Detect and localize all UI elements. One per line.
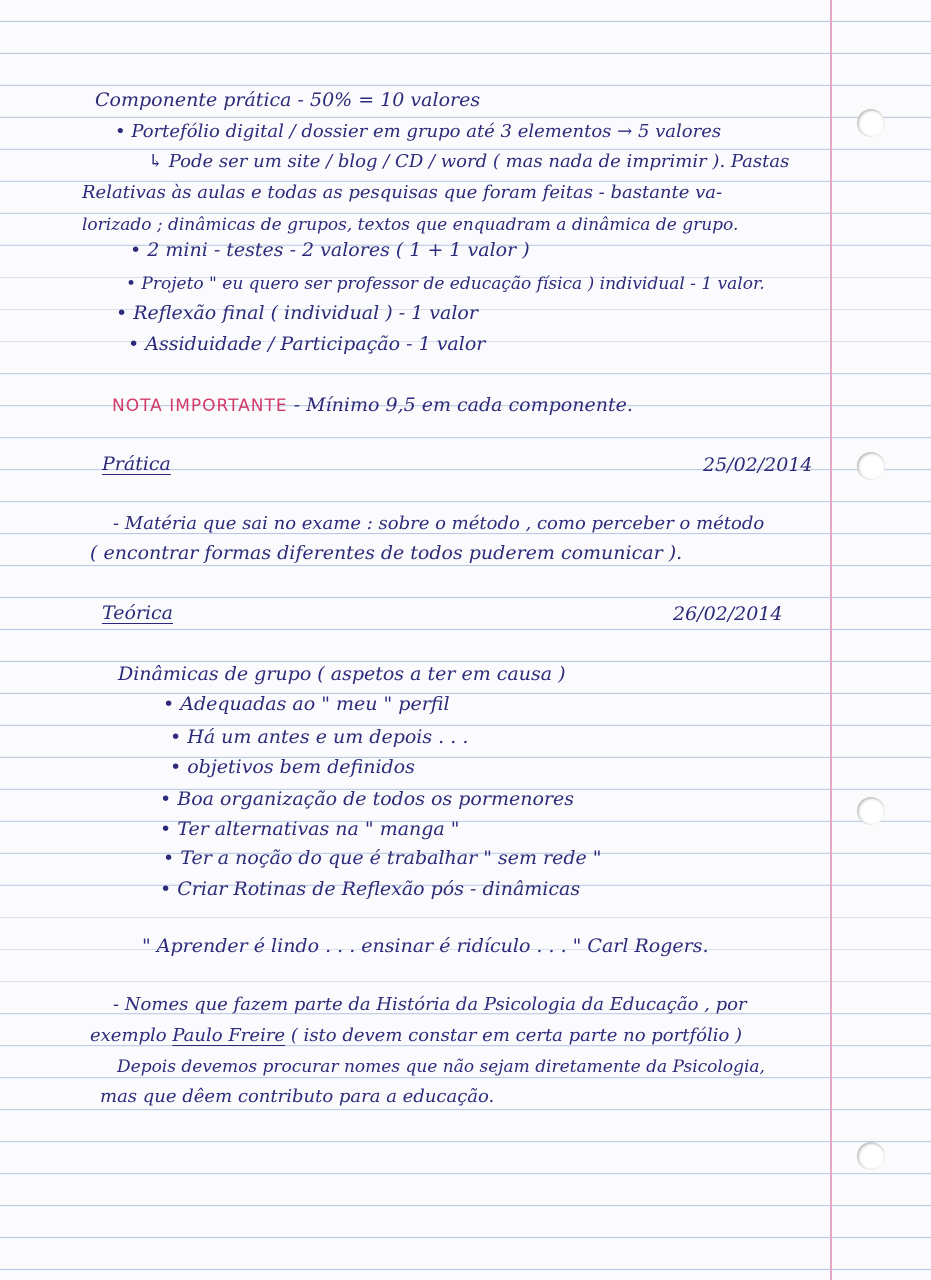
list-item: • Ter alternativas na " manga " bbox=[160, 818, 460, 840]
note-text: exemplo bbox=[90, 1025, 167, 1046]
note-line: - Matéria que sai no exame : sobre o método , como perceber o método bbox=[113, 513, 765, 534]
note-line: • 2 mini - testes - 2 valores ( 1 + 1 valor ) bbox=[130, 239, 530, 261]
note-line: • Projeto " eu quero ser professor de educação física ) individual - 1 valor. bbox=[126, 274, 765, 294]
section-heading-teorica: Teórica bbox=[102, 602, 174, 624]
note-line: Componente prática - 50% = 10 valores bbox=[95, 89, 481, 111]
list-item: • Adequadas ao " meu " perfil bbox=[163, 693, 450, 715]
note-line: mas que dêem contributo para a educação. bbox=[100, 1086, 495, 1107]
list-item: • Criar Rotinas de Reflexão pós - dinâmicas bbox=[160, 878, 581, 900]
binder-hole bbox=[857, 452, 885, 480]
important-note bbox=[112, 393, 633, 418]
list-item: • Ter a noção do que é trabalhar " sem rede " bbox=[163, 847, 602, 869]
name-paulo-freire: Paulo Freire bbox=[172, 1025, 286, 1046]
note-line: Relativas às aulas e todas as pesquisas que foram feitas - bastante va- bbox=[82, 182, 723, 203]
binder-hole bbox=[857, 797, 885, 825]
note-line: Depois devemos procurar nomes que não sejam diretamente da Psicologia, bbox=[117, 1057, 765, 1077]
section-heading-pratica: Prática bbox=[102, 453, 171, 475]
note-line bbox=[90, 1024, 742, 1048]
important-label: NOTA IMPORTANTE bbox=[112, 396, 288, 416]
date-teorica: 26/02/2014 bbox=[673, 603, 783, 625]
note-line: • Portefólio digital / dossier em grupo até 3 elementos → 5 valores bbox=[115, 121, 722, 142]
list-item: • Há um antes e um depois . . . bbox=[170, 726, 469, 748]
date-pratica: 25/02/2014 bbox=[703, 454, 813, 476]
note-line: Dinâmicas de grupo ( aspetos a ter em causa ) bbox=[118, 663, 566, 685]
quote: " Aprender é lindo . . . ensinar é ridículo . . . " Carl Rogers. bbox=[142, 935, 709, 957]
list-item: • objetivos bem definidos bbox=[170, 756, 415, 778]
list-item: • Boa organização de todos os pormenores bbox=[160, 788, 574, 810]
note-text: ( isto devem constar em certa parte no portfólio ) bbox=[290, 1025, 743, 1046]
note-line: ( encontrar formas diferentes de todos puderem comunicar ). bbox=[90, 542, 683, 564]
note-line: ↳ Pode ser um site / blog / CD / word ( mas nada de imprimir ). Pastas bbox=[148, 151, 790, 172]
binder-hole bbox=[857, 1142, 885, 1170]
important-text: - Mínimo 9,5 em cada componente. bbox=[293, 394, 633, 416]
note-line: - Nomes que fazem parte da História da Psicologia da Educação , por bbox=[113, 994, 747, 1015]
margin-line bbox=[830, 0, 832, 1280]
note-line: • Reflexão final ( individual ) - 1 valor bbox=[116, 302, 478, 324]
note-line: lorizado ; dinâmicas de grupos, textos que enquadram a dinâmica de grupo. bbox=[82, 215, 739, 235]
binder-hole bbox=[857, 109, 885, 137]
note-line: • Assiduidade / Participação - 1 valor bbox=[128, 333, 486, 355]
